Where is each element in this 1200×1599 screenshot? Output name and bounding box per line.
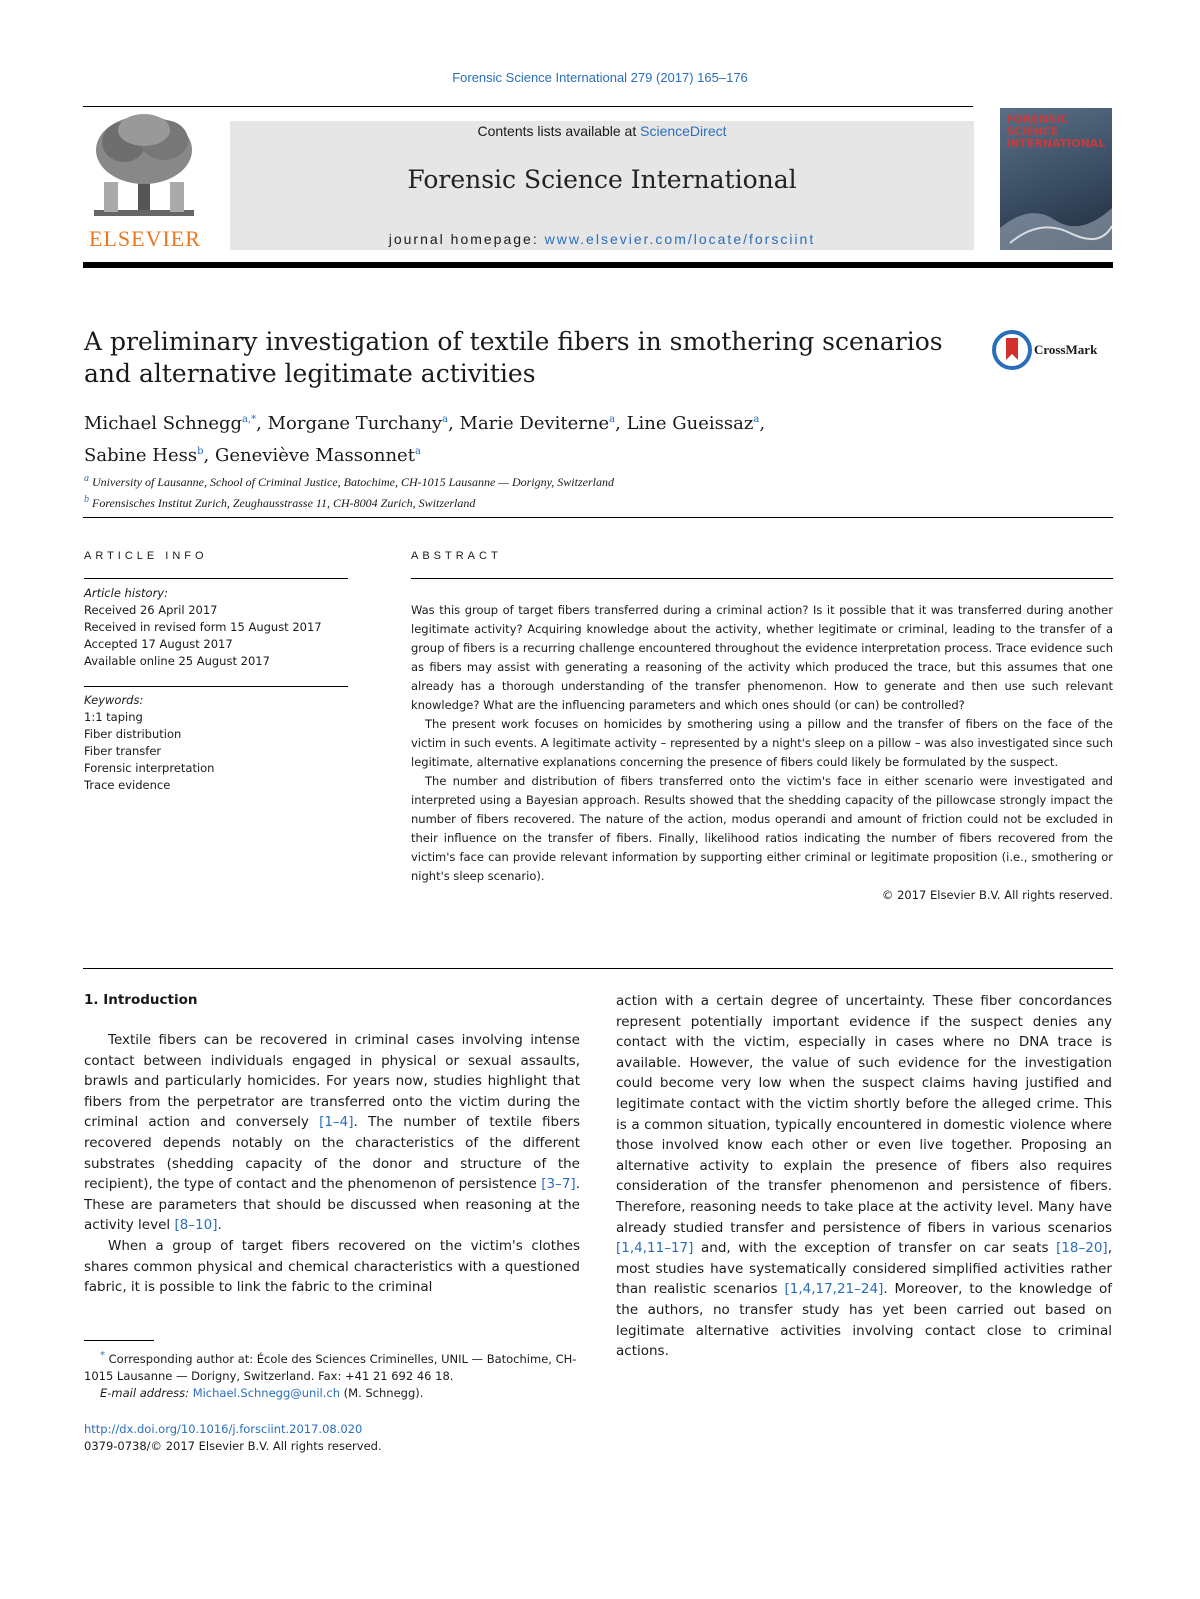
crossmark-badge[interactable] (992, 330, 1112, 370)
author-separator: , (759, 413, 766, 434)
body-text: . (217, 1217, 222, 1234)
footnote-text: Corresponding author at: École des Sciences Criminelles, UNIL — Batochime, CH-1015 Lausanne — Dorigny, Switzerland. Fax: +41 21 692 46 18. (84, 1351, 577, 1383)
journal-citation[interactable]: Forensic Science International 279 (2017) 165–176 (452, 70, 748, 85)
keywords-label: Keywords: (84, 693, 144, 707)
affiliation-b (84, 491, 1084, 512)
sciencedirect-link[interactable]: ScienceDirect (640, 123, 727, 139)
abstract-rule (411, 578, 1113, 579)
cover-art-icon (1000, 108, 1112, 250)
body-paragraph (616, 991, 1112, 1362)
author-list (84, 406, 1084, 470)
section-heading-introduction: 1. Introduction (84, 992, 198, 1008)
author[interactable]: Geneviève Massonnet (215, 445, 415, 466)
affiliation-a (84, 470, 1084, 491)
journal-homepage-link[interactable]: www.elsevier.com/locate/forsciint (544, 231, 816, 247)
article-history (84, 585, 348, 670)
history-item: Available online 25 August 2017 (84, 654, 270, 668)
author[interactable]: Sabine Hess (84, 445, 198, 466)
affiliation-rule (83, 517, 1113, 518)
citation-link[interactable]: [18–20] (1056, 1240, 1108, 1257)
cover-title: FORENSIC SCIENCE INTERNATIONAL (1006, 113, 1106, 150)
citation-link[interactable]: [1,4,11–17] (616, 1240, 694, 1257)
header-top-rule (83, 106, 973, 107)
author-affiliation-marker[interactable]: a (609, 414, 616, 425)
footnote-rule (84, 1340, 154, 1341)
body-paragraph (84, 1030, 580, 1236)
body-text: . The number of textile fibers recovered depends notably on the characteristics of the different substrates (shedding capacity of the donor and structure of the recipient), the type of contact and the phenomenon of persistence (84, 1114, 580, 1193)
homepage-line (230, 231, 974, 247)
body-text: and, with the exception of transfer on car seats (693, 1240, 1057, 1257)
elsevier-tree-icon (84, 112, 206, 222)
abstract-paragraph: The present work focuses on homicides by smothering using a pillow and the transfer of fibers on the face of the victim in such events. A legitimate activity – represented by a night's sleep on a pillow – was also investigated since such legitimate, alternative explanations concerning the presence of fibers could likely be formulated by the suspect. (411, 717, 1113, 769)
crossmark-icon (992, 330, 1032, 370)
author-affiliation-marker[interactable]: b (197, 446, 204, 457)
keyword: Fiber transfer (84, 744, 162, 758)
abstract-heading: ABSTRACT (411, 550, 502, 562)
keyword: Forensic interpretation (84, 761, 215, 775)
history-item: Received in revised form 15 August 2017 (84, 620, 322, 634)
elsevier-wordmark: ELSEVIER (89, 226, 201, 251)
citation-link[interactable]: [1–4] (319, 1114, 354, 1131)
history-item: Received 26 April 2017 (84, 603, 218, 617)
email-label: E-mail address: (100, 1385, 190, 1400)
issn-line: 0379-0738/© 2017 Elsevier B.V. All rights reserved. (84, 1439, 382, 1453)
history-label: Article history: (84, 586, 168, 600)
author[interactable]: Marie Deviterne (459, 413, 610, 434)
author[interactable]: Morgane Turchany (267, 413, 443, 434)
body-column-right (616, 991, 1112, 1362)
author-affiliation-marker[interactable]: a,* (242, 414, 257, 425)
header-thick-rule (83, 262, 1113, 268)
affiliations (84, 470, 1084, 512)
citation-link[interactable]: [3–7] (541, 1176, 576, 1193)
body-text: , most studies have systematically considered simplified activities rather than realistic scenarios (616, 1240, 1112, 1298)
contents-line (230, 123, 974, 139)
keywords-rule (84, 686, 348, 687)
affiliation-key: a (84, 473, 89, 484)
email-suffix: (M. Schnegg). (340, 1385, 424, 1400)
abstract-body (411, 601, 1113, 905)
abstract-copyright: © 2017 Elsevier B.V. All rights reserved. (881, 888, 1113, 902)
author-affiliation-marker[interactable]: a (753, 414, 760, 425)
author-separator: , (203, 445, 215, 466)
abstract-paragraph: Was this group of target fibers transferred during a criminal action? Is it possible that it was transferred during another legitimate activity? Acquiring knowledge about the activity, whether legitimate or criminal, leading to the transfer of a group of fibers is a recurring challenge encountered throughout the evidence interpretation process. Trace evidence such as fibers may assist with generating a reasoning of the activity which produced the trace, but this assumes that one already has a thorough understanding of the transfer phenomenon. How to generate and then use such relevant knowledge? What are the influencing parameters and which ones should (or can) be controlled? (411, 603, 1113, 712)
journal-banner (230, 121, 974, 250)
history-item: Accepted 17 August 2017 (84, 637, 233, 651)
email-note (84, 1385, 580, 1402)
contents-prefix: Contents lists available at (477, 123, 641, 139)
journal-name: Forensic Science International (407, 165, 797, 194)
affiliation-text: Forensisches Institut Zurich, Zeughausstrasse 11, CH-8004 Zurich, Switzerland (92, 496, 476, 510)
affiliation-text: University of Lausanne, School of Criminal Justice, Batochime, CH-1015 Lausanne — Dorigny, Switzerland (92, 475, 614, 489)
footnote (84, 1347, 580, 1402)
article-title: A preliminary investigation of textile fibers in smothering scenarios and alternative legitimate activities (84, 327, 943, 388)
author[interactable]: Line Gueissaz (626, 413, 754, 434)
crossmark-label: CrossMark (1034, 342, 1098, 357)
body-text: . These are parameters that should be discussed when reasoning at the activity level (84, 1176, 580, 1234)
citation-link[interactable]: [8–10] (174, 1217, 218, 1234)
body-text: action with a certain degree of uncertainty. These fiber concordances represent potentially important evidence if the suspect denies any contact with the victim, especially in cases where no DNA trace is available. However, the value of such evidence for the investigation could become very low when the suspect claims having justified and legitimate contact with the victim shortly before the alleged crime. This is a common situation, typically encountered in domestic violence where those involved know each other or even live together. Proposing an alternative activity to explain the presence of fibers also requires consideration of the transfer phenomenon and persistence of fibers. Therefore, reasoning needs to take place at the activity level. Many have already studied transfer and persistence of fibers in various scenarios (616, 993, 1112, 1236)
citation-link[interactable]: [1,4,17,21–24] (784, 1281, 884, 1298)
doi-block (84, 1421, 382, 1455)
author-separator: , (256, 413, 268, 434)
homepage-prefix: journal homepage: (388, 231, 545, 247)
author-affiliation-marker[interactable]: a (414, 446, 421, 457)
corresponding-author-note (84, 1347, 580, 1385)
author-affiliation-marker[interactable]: a (442, 414, 449, 425)
body-text: Textile fibers can be recovered in criminal cases involving intense contact between individuals engaged in physical or sexual assaults, brawls and particularly homicides. For years now, studies highlight that fibers from the perpetrator are transferred onto the victim during the criminal action and conversely (84, 1032, 580, 1131)
doi-link[interactable]: http://dx.doi.org/10.1016/j.forsciint.2017.08.020 (84, 1422, 363, 1436)
keywords (84, 692, 348, 794)
elsevier-logo[interactable] (84, 112, 206, 252)
keyword: 1:1 taping (84, 710, 143, 724)
keyword: Trace evidence (84, 778, 171, 792)
article-info-heading: ARTICLE INFO (84, 550, 208, 562)
body-paragraph: When a group of target fibers recovered on the victim's clothes shares common physical and chemical characteristics with a questioned fabric, it is possible to link the fabric to the criminal (84, 1237, 580, 1296)
journal-cover-image[interactable] (1000, 108, 1112, 250)
footnote-marker: * (100, 1350, 105, 1361)
email-link[interactable]: Michael.Schnegg@unil.ch (192, 1385, 340, 1400)
article-info-rule (84, 578, 348, 579)
affiliation-key: b (84, 494, 89, 505)
author-separator: , (615, 413, 627, 434)
author-separator: , (448, 413, 460, 434)
body-column-left (84, 1030, 580, 1298)
body-rule (83, 968, 1113, 969)
abstract-paragraph: The number and distribution of fibers transferred onto the victim's face in either scenario were investigated and interpreted using a Bayesian approach. Results showed that the shedding capacity of the pillowcase strongly impact the number of fibers recovered. The nature of the action, modus operandi and amount of friction could not be excluded in their influence on the transfer of fibers. Finally, likelihood ratios indicating the number of fibers recovered from the victim's face can provide relevant information by supporting either criminal or legitimate proposition (i.e., smothering or night's sleep scenario). (411, 774, 1113, 883)
body-text: . Moreover, to the knowledge of the authors, no transfer study has yet been carried out based on legitimate alternative activities involving contact close to criminal actions. (616, 1281, 1112, 1360)
keyword: Fiber distribution (84, 727, 182, 741)
author[interactable]: Michael Schnegg (84, 413, 243, 434)
